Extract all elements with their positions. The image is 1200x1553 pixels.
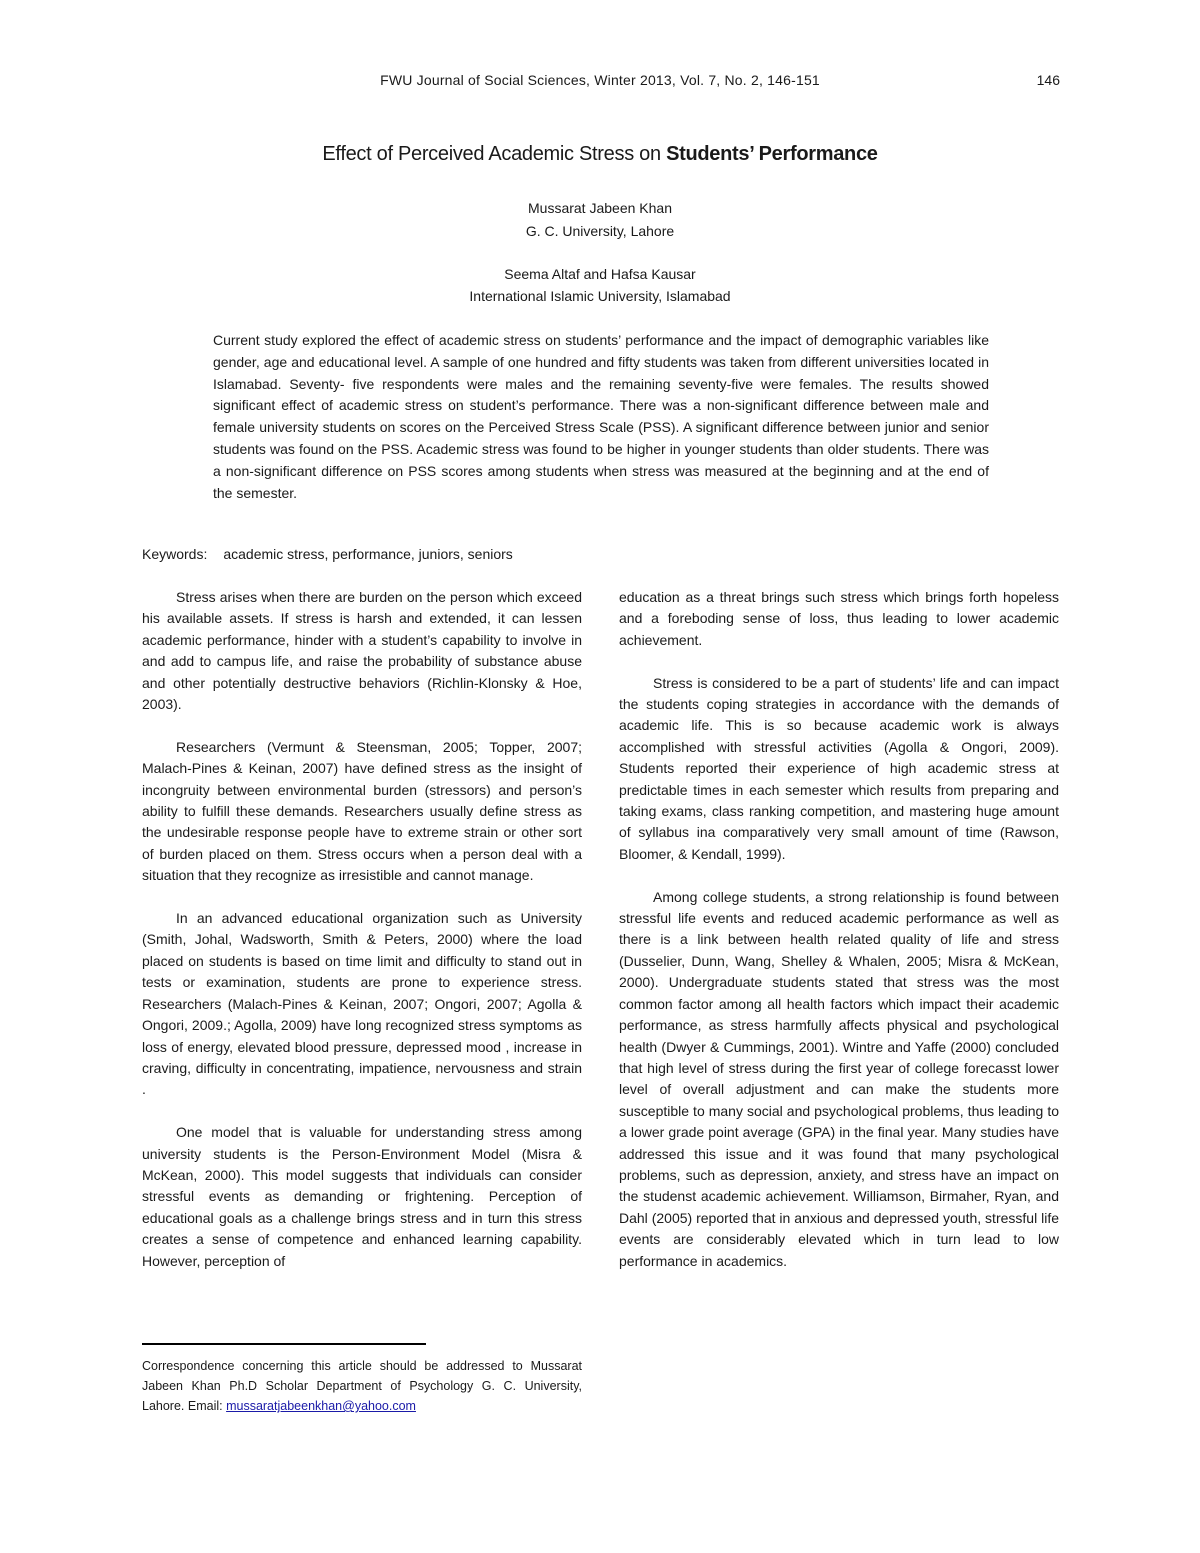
footnote-divider — [142, 1343, 426, 1345]
body-paragraph: In an advanced educational organization such as University (Smith, Johal, Wadsworth, Smith & Peters, 2000) where the load placed on students is based on time limit and difficulty to stand out in tests or examination, students are prone to experience stress. Researchers (Malach-Pines & Keinan, 2007; Ongori, 2007; Agolla & Ongori, 2009.; Agolla, 2009) have long recognized stress symptoms as loss of energy, elevated blood pressure, depressed mood , increase in craving, difficulty in concentrating, impatience, nervousness and strain . — [142, 910, 582, 1098]
footnote-text: Correspondence concerning this article should be addressed to Mussarat Jabeen Khan Ph.D Scholar Department of Psychology G. C. University, Lahore. Email: — [142, 1359, 582, 1413]
keywords-label: Keywords: — [142, 546, 208, 562]
page-number: 146 — [1036, 72, 1060, 88]
keywords — [142, 546, 513, 562]
body-paragraph: Stress arises when there are burden on the person which exceed his available assets. If stress is harsh and extended, it can lessen academic performance, hinder with a student’s capability to involve in and add to campus life, and raise the probability of substance abuse and other potentially destructive behaviors (Richlin-Klonsky & Hoe, 2003). — [142, 589, 582, 713]
paper-title-part1: Effect of Perceived Academic Stress on — [322, 143, 661, 165]
body-paragraph: Researchers (Vermunt & Steensman, 2005; Topper, 2007; Malach-Pines & Keinan, 2007) have defined stress as the insight of incongruity between environmental burden (stressors) and person’s ability to fulfill these demands. Researchers usually define stress as the undesirable response people have to extreme strain or other sort of burden placed on them. Stress occurs when a person deal with a situation that they recognize as irresistible and cannot manage. — [142, 738, 582, 884]
author-name-2: Seema Altaf and Hafsa Kausar — [504, 266, 696, 282]
paper-title — [0, 143, 1200, 166]
author-name-1: Mussarat Jabeen Khan — [528, 200, 672, 216]
journal-header: FWU Journal of Social Sciences, Winter 2013, Vol. 7, No. 2, 146-151 — [380, 72, 820, 88]
body-paragraph: Stress is considered to be a part of students’ life and can impact the students coping strategies in accordance with the demands of academic life. This is so because academic work is always accomplished with stressful activities (Agolla & Ongori, 2009). Students reported their experience of high academic stress at predictable times in each semester which results from preparing and taking exams, class ranking competition, and mastering huge amount of syllabus ina comparatively very small amount of time (Rawson, Bloomer, & Kendall, 1999). — [619, 674, 1059, 862]
author-affiliation-2: International Islamic University, Islamabad — [469, 288, 731, 304]
author-affiliation-1: G. C. University, Lahore — [525, 223, 675, 239]
body-paragraph-continuation: education as a threat brings such stress which brings forth hopeless and a foreboding sense of loss, thus leading to lower academic achievement. — [619, 589, 1059, 648]
body-column-left — [142, 587, 582, 1293]
email-link[interactable]: mussaratjabeenkhan@yahoo.com — [226, 1399, 416, 1413]
paper-title-part2: Students’ Performance — [666, 143, 878, 165]
abstract: Current study explored the effect of academic stress on students’ performance and the impact of demographic variables like gender, age and educational level. A sample of one hundred and fifty students was taken from different universities located in Islamabad. Seventy- five respondents were males and the remaining seventy-five were females. The results showed significant effect of academic stress on student’s performance. There was a non-significant difference between male and female university students on scores on the Perceived Stress Scale (PSS). A significant difference between junior and senior students was found on the PSS. Academic stress was found to be higher in younger students than older students. There was a non-significant difference on PSS scores among students when stress was measured at the beginning and at the end of the semester. — [213, 332, 989, 501]
body-paragraph: One model that is valuable for understanding stress among university students is the Person-Environment Model (Misra & McKean, 2000). This model suggests that individuals can consider stressful events as demanding or frightening. Perception of educational goals as a challenge brings stress and in turn this stress creates a sense of competence and enhanced learning capability. However, perception of — [142, 1124, 582, 1269]
keywords-terms: academic stress, performance, juniors, seniors — [223, 546, 513, 562]
body-column-right — [619, 587, 1059, 1293]
correspondence-footnote — [142, 1356, 582, 1416]
body-paragraph: Among college students, a strong relationship is found between stressful life events and reduced academic performance as well as there is a link between health related quality of life and stress (Dusselier, Dunn, Wang, Shelley & Whalen, 2005; Misra & McKean, 2000). Undergraduate students stated that stress was the most common factor among all health factors which impact their academic performance, as stress harmfully affects physical and psychological health (Dwyer & Cummings, 2001). Wintre and Yaffe (2000) concluded that high level of stress during the first year of college forecasst lower level of overall adjustment and can make the students more susceptible to many social and psychological problems, thus leading to a lower grade point average (GPA) in the final year. Many studies have addressed this issue and it was found that many psychological problems, such as depression, anxiety, and stress have an impact on the studenst academic achievement. Williamson, Birmaher, Ryan, and Dahl (2005) reported that in anxious and depressed youth, stressful life events are considerably elevated which in turn lead to low performance in academics. — [619, 888, 1059, 1269]
